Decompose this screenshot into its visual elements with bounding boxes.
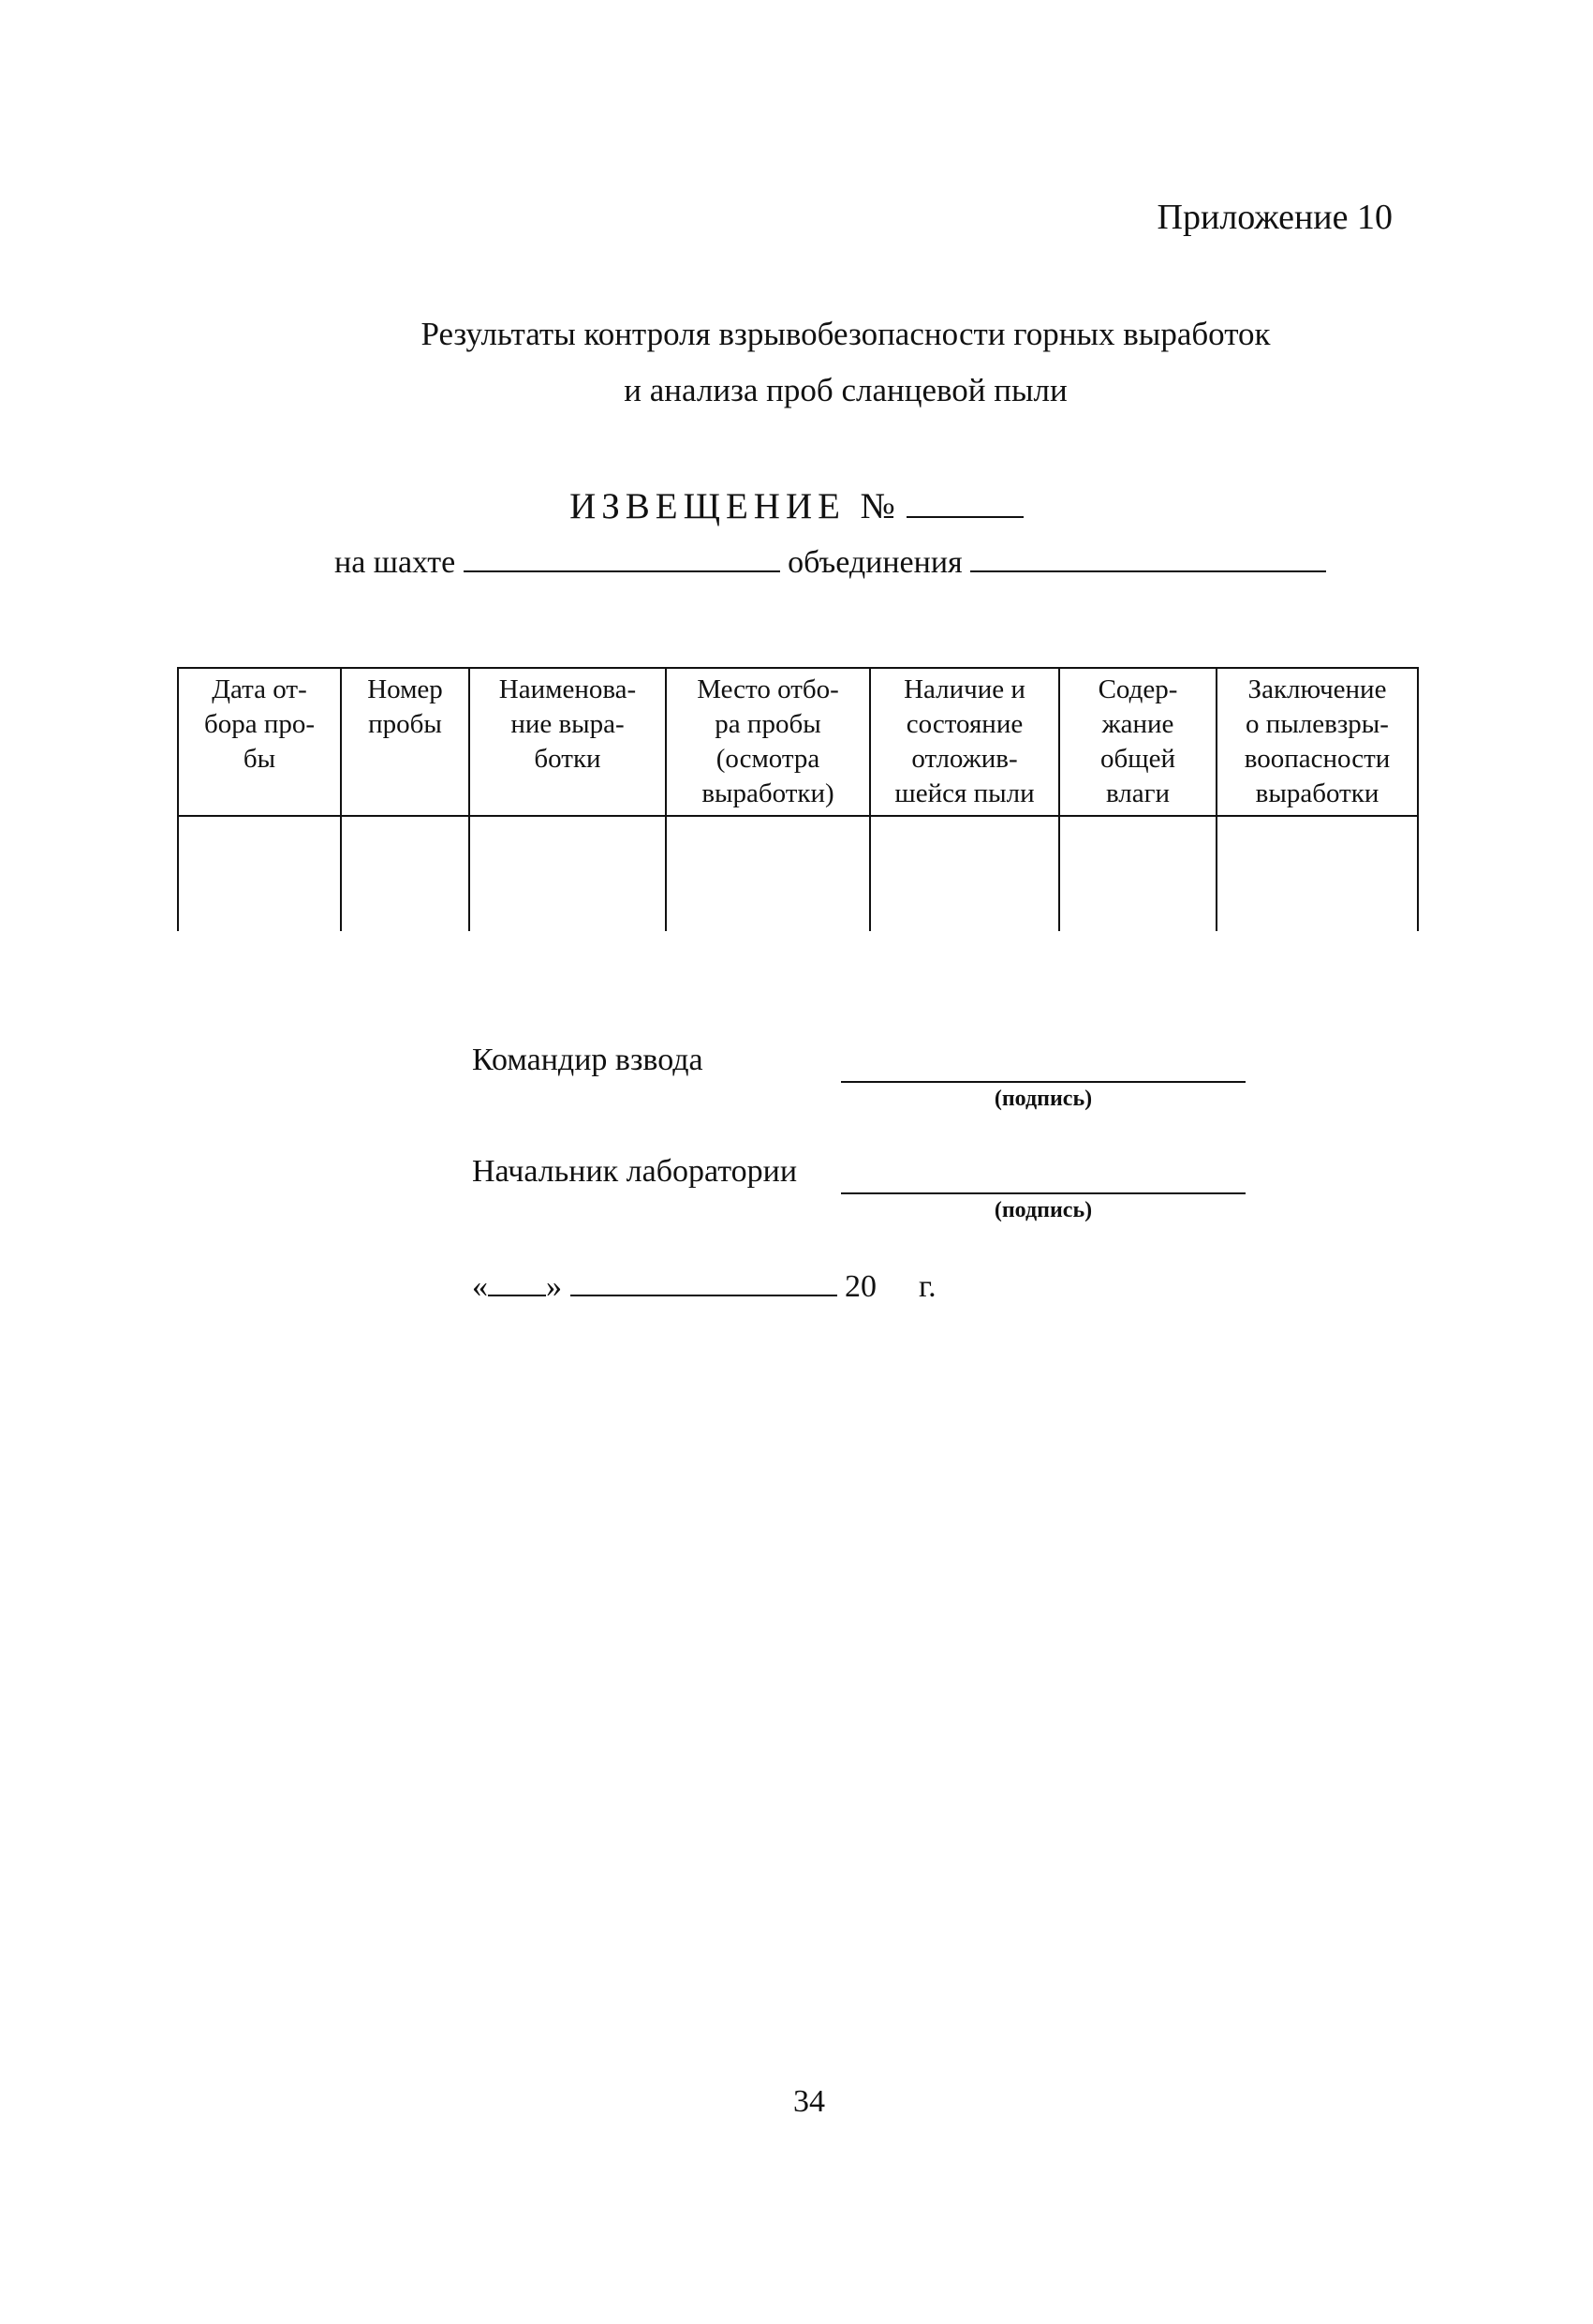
commander-signature-line[interactable]: [841, 1079, 1246, 1083]
table-cell-sampling-place[interactable]: [666, 816, 870, 931]
notice-label: ИЗВЕЩЕНИЕ №: [569, 486, 901, 526]
date-open-quote: «: [472, 1269, 488, 1304]
association-name-blank[interactable]: [970, 567, 1326, 572]
column-header-sample-date: Дата от- бора про- бы: [178, 668, 341, 816]
document-title-line-1: Результаты контроля взрывобезопасности горных выработок: [420, 316, 1271, 352]
month-blank[interactable]: [570, 1291, 837, 1296]
year-suffix: г.: [919, 1269, 937, 1304]
lab-head-label: Начальник лаборатории: [472, 1154, 798, 1189]
column-header-dust-deposit: Наличие и состояние отложив- шейся пыли: [870, 668, 1059, 816]
table-cell-conclusion[interactable]: [1217, 816, 1418, 931]
commander-signature-caption: (подпись): [994, 1087, 1093, 1111]
appendix-label: Приложение 10: [1157, 198, 1393, 237]
mine-name-blank[interactable]: [464, 567, 780, 572]
notice-number-blank[interactable]: [907, 512, 1024, 518]
mine-association-line: [334, 545, 1326, 581]
column-header-working-name: Наименова- ние выра- ботки: [469, 668, 666, 816]
date-close-quote: »: [546, 1269, 562, 1304]
commander-label: Командир взвода: [472, 1043, 703, 1077]
table-cell-sample-date[interactable]: [178, 816, 341, 931]
association-label: объединения: [788, 545, 963, 580]
day-blank[interactable]: [488, 1291, 546, 1296]
lab-head-signature-caption: (подпись): [994, 1198, 1093, 1222]
date-line: [472, 1269, 937, 1305]
table-cell-sample-number[interactable]: [341, 816, 469, 931]
mine-label: на шахте: [334, 545, 456, 580]
lab-head-signature-line[interactable]: [841, 1191, 1246, 1194]
column-header-conclusion: Заключение о пылевзры- воопасности выработки: [1217, 668, 1418, 816]
table-cell-working-name[interactable]: [469, 816, 666, 931]
dust-results-table: [177, 667, 1419, 931]
column-header-sample-number: Номер пробы: [341, 668, 469, 816]
page-number: 34: [793, 2084, 825, 2119]
column-header-moisture: Содер- жание общей влаги: [1059, 668, 1217, 816]
column-header-sampling-place: Место отбо- ра пробы (осмотра выработки): [666, 668, 870, 816]
year-prefix: 20: [845, 1269, 877, 1304]
table-cell-moisture[interactable]: [1059, 816, 1217, 931]
notice-heading: [0, 485, 1593, 527]
table-row: [178, 816, 1418, 931]
document-title-line-2: и анализа проб сланцевой пыли: [624, 372, 1068, 408]
table-cell-dust-deposit[interactable]: [870, 816, 1059, 931]
table-header-row: [178, 668, 1418, 816]
